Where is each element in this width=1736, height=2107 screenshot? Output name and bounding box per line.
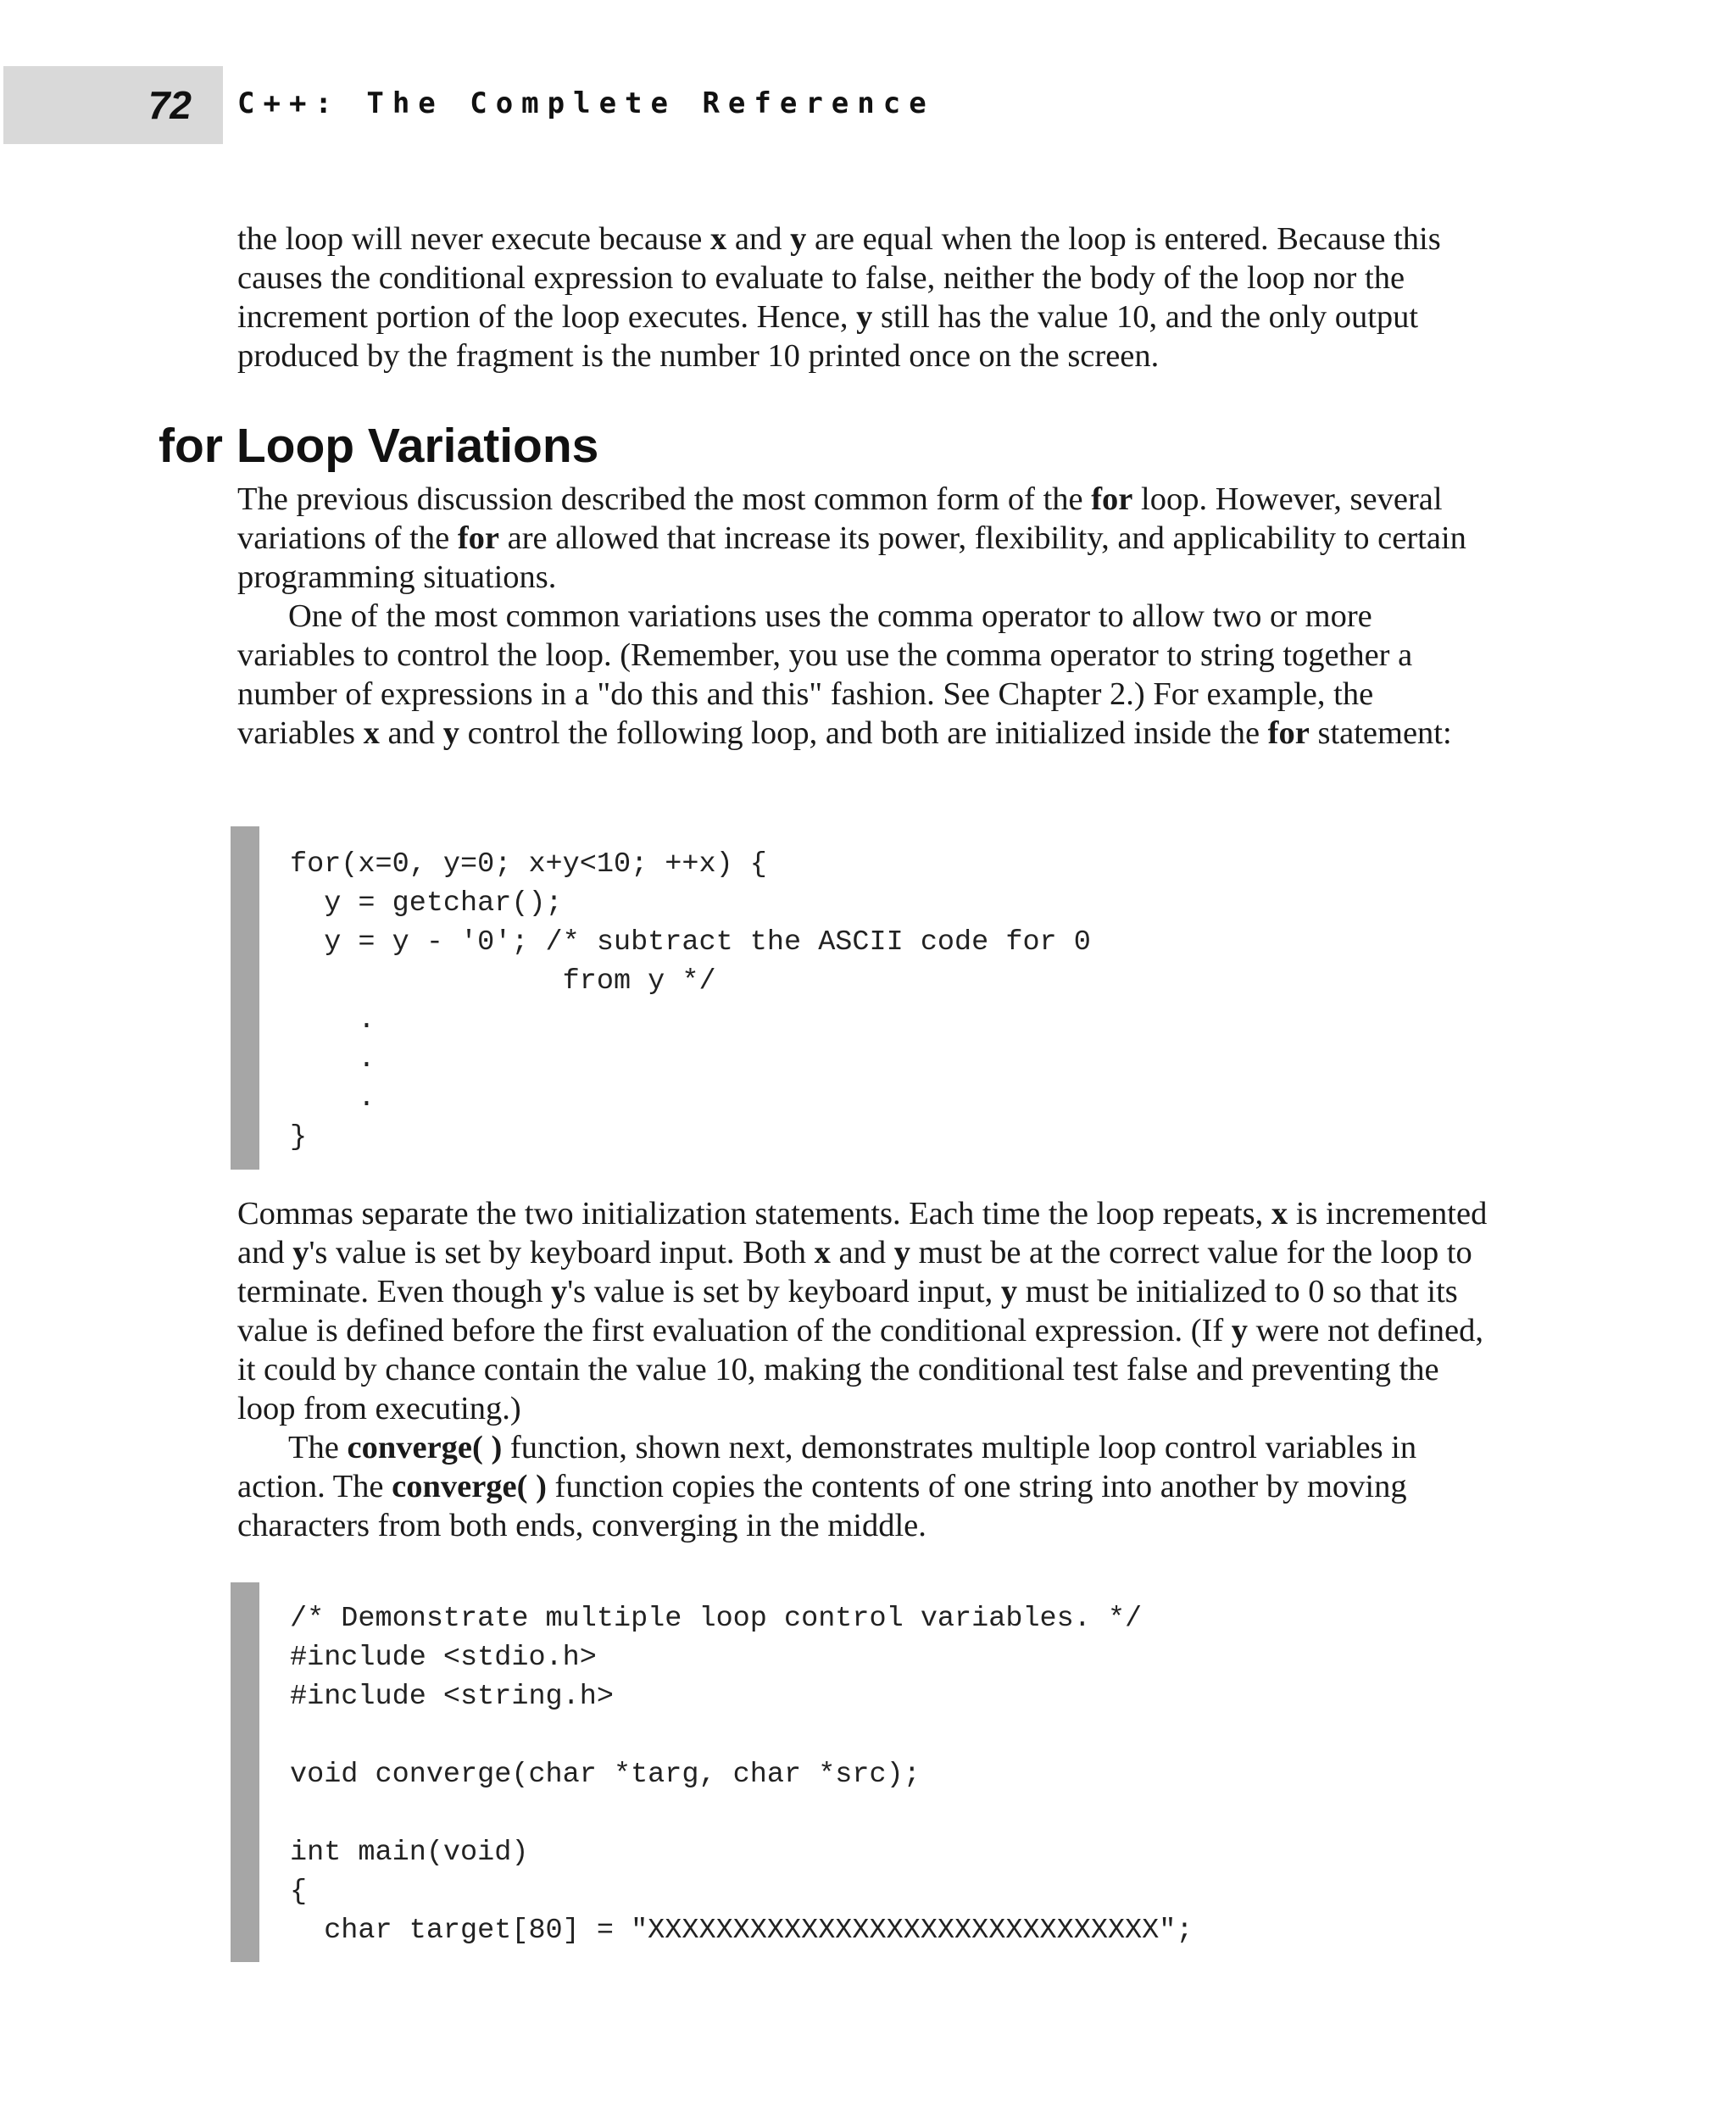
running-title: C++: The Complete Reference [237, 86, 935, 120]
text-run: Commas separate the two initialization statements. Each time the loop repeats, [237, 1196, 1271, 1231]
paragraph-comma-operator [237, 597, 1492, 753]
bold-term: y [790, 221, 807, 257]
code-line: from y */ [290, 965, 716, 998]
bold-term: y [442, 715, 459, 751]
text-run: and [830, 1235, 894, 1270]
code-listing-for-loop [231, 826, 1502, 1170]
bold-term: y [893, 1235, 910, 1270]
text-run: must be initialized to 0 so that its value is defined before the first evaluation of the conditional expression. (If [237, 1274, 1458, 1348]
code-line: for(x=0, y=0; x+y<10; ++x) { [290, 848, 767, 881]
bold-term: x [1271, 1196, 1288, 1231]
text-run: 's value is set by keyboard input. Both [309, 1235, 815, 1270]
bold-term: for [457, 520, 499, 556]
code-line: /* Demonstrate multiple loop control variables. */ [290, 1603, 1143, 1635]
code-line: . [290, 1082, 376, 1115]
bold-term: y [1000, 1274, 1018, 1309]
bold-term: for [1267, 715, 1310, 751]
bold-term: converge( ) [347, 1430, 503, 1465]
text-run: are allowed that increase its power, flexibility, and applicability to certain programming situations. [237, 520, 1466, 595]
bold-term: converge( ) [392, 1469, 547, 1504]
code-lines [290, 1599, 1193, 1950]
bold-term: for [1091, 481, 1133, 517]
code-line: { [290, 1876, 308, 1908]
code-line: int main(void) [290, 1837, 529, 1869]
code-line: y = y - '0'; /* subtract the ASCII code for 0 [290, 926, 1091, 959]
bold-term: x [710, 221, 727, 257]
section-heading: for Loop Variations [159, 419, 599, 473]
code-line: #include <string.h> [290, 1681, 614, 1713]
text-run: statement: [1309, 715, 1452, 751]
code-listing-converge [231, 1582, 1502, 1962]
page-number: 72 [147, 83, 192, 127]
text-run: loop. However, several variations of the [237, 481, 1443, 556]
text-run: must be at the correct value for the loop to terminate. Even though [237, 1235, 1472, 1309]
code-line: } [290, 1121, 308, 1154]
text-run: The [288, 1430, 348, 1465]
code-line: #include <stdio.h> [290, 1642, 597, 1674]
text-run: function, shown next, demonstrates multiple loop control variables in action. The [237, 1430, 1417, 1504]
code-line: char target[80] = "XXXXXXXXXXXXXXXXXXXXXXXXXXXXXX"; [290, 1915, 1194, 1947]
page-header [0, 0, 1736, 144]
code-line: y = getchar(); [290, 887, 563, 920]
text-run: 's value is set by keyboard input, [567, 1274, 1001, 1309]
paragraph-previous-discussion [237, 480, 1492, 597]
code-line: . [290, 1043, 376, 1076]
code-lines [290, 845, 1091, 1157]
page-number-tab [3, 66, 223, 144]
bold-term: y [856, 299, 873, 335]
text-run: are equal when the loop is entered. Because this causes the conditional expression to evaluate to false, neither the body of the loop nor the increment portion of the loop executes. Hence, [237, 221, 1441, 335]
text-run: function copies the contents of one string into another by moving characters from both ends, converging in the middle. [237, 1469, 1407, 1543]
text-run: were not defined, it could by chance contain the value 10, making the conditional test false and preventing the loop from executing.) [237, 1313, 1483, 1426]
bold-term: y [550, 1274, 568, 1309]
text-run: and [379, 715, 443, 751]
code-margin-bar [231, 1582, 259, 1962]
text-run: and [726, 221, 791, 257]
paragraph-commas-separate [237, 1194, 1492, 1428]
text-run: control the following loop, and both are initialized inside the [459, 715, 1268, 751]
code-margin-bar [231, 826, 259, 1170]
text-run: still has the value 10, and the only output produced by the fragment is the number 10 printed once on the screen. [237, 299, 1419, 374]
text-run: The previous discussion described the most common form of the [237, 481, 1092, 517]
paragraph-converge-function [237, 1428, 1492, 1545]
paragraph-loop-never-executes [237, 220, 1492, 375]
bold-term: y [292, 1235, 309, 1270]
code-line [290, 1716, 1193, 1755]
text-run: One of the most common variations uses the comma operator to allow two or more variables to control the loop. (Remember, you use the comma operator to string together a number of expressions in a "do this and this" fashion. See Chapter 2.) For example, the variables [237, 598, 1413, 751]
text-run: is incremented and [237, 1196, 1488, 1270]
code-line: . [290, 1004, 376, 1037]
code-line: void converge(char *targ, char *src); [290, 1759, 921, 1791]
text-run: the loop will never execute because [237, 221, 711, 257]
bold-term: x [363, 715, 380, 751]
bold-term: x [814, 1235, 831, 1270]
bold-term: y [1231, 1313, 1249, 1348]
code-line [290, 1794, 1193, 1833]
